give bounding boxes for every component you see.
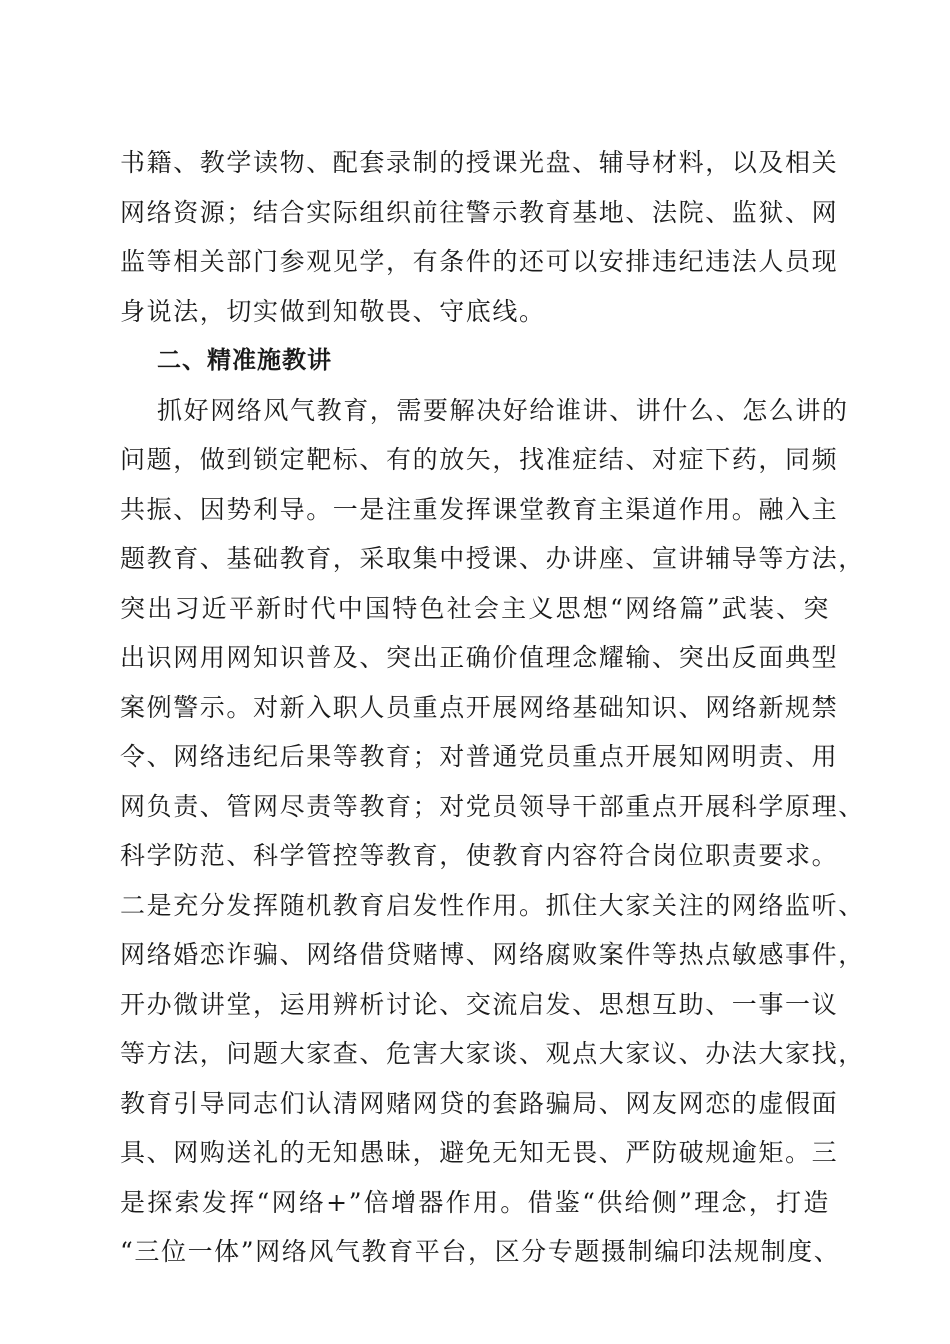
text-line: 共振、因势利导。一是注重发挥课堂教育主渠道作用。融入主 [120,494,839,524]
text-line: 令、网络违纪后果等教育；对普通党员重点开展知网明责、用 [120,742,839,771]
text-line: 等方法，问题大家查、危害大家谈、观点大家议、办法大家找， [120,1039,865,1068]
text-line: “三位一体”网络风气教育平台，区分专题摄制编印法规制度、 [120,1237,841,1266]
text-line: 问题，做到锁定靶标、有的放矢，找准症结、对症下药，同频 [120,445,839,474]
text-line: 教育引导同志们认清网赌网贷的套路骗局、网友网恋的虚假面 [120,1088,839,1118]
text-line: 抓好网络风气教育，需要解决好给谁讲、讲什么、怎么讲的 [157,395,849,425]
text-line: 具、网购送礼的无知愚昧，避免无知无畏、严防破规逾矩。三 [120,1138,839,1167]
document-body [120,138,865,1277]
text-line: 书籍、教学读物、配套录制的授课光盘、辅导材料，以及相关 [120,148,839,177]
text-line: 案例警示。对新入职人员重点开展网络基础知识、网络新规禁 [120,692,839,722]
text-line: 身说法，切实做到知敬畏、守底线。 [120,296,546,326]
text-line: 出识网用网知识普及、突出正确价值理念耀输、突出反面典型 [120,643,839,672]
section-heading: 二、精准施教讲 [157,346,332,374]
text-line: 题教育、基础教育，采取集中授课、办讲座、宣讲辅导等方法， [120,544,865,573]
text-line: 突出习近平新时代中国特色社会主义思想“网络篇”武装、突 [120,593,830,623]
text-line: 监等相关部门参观见学，有条件的还可以安排违纪违法人员现 [120,247,839,276]
text-line: 科学防范、科学管控等教育，使教育内容符合岗位职责要求。 [120,841,839,870]
text-line: 开办微讲堂，运用辨析讨论、交流启发、思想互助、一事一议 [120,989,839,1019]
text-line: 是探索发挥“网络+”倍增器作用。借鉴“供给侧”理念，打造 [120,1187,830,1217]
text-line: 网络婚恋诈骗、网络借贷赌博、网络腐败案件等热点敏感事件， [120,940,865,969]
text-line: 网负责、管网尽责等教育；对党员领导干部重点开展科学原理、 [120,791,865,821]
text-line: 二是充分发挥随机教育启发性作用。抓住大家关注的网络监听、 [120,890,865,920]
text-line: 网络资源；结合实际组织前往警示教育基地、法院、监狱、网 [120,197,839,227]
